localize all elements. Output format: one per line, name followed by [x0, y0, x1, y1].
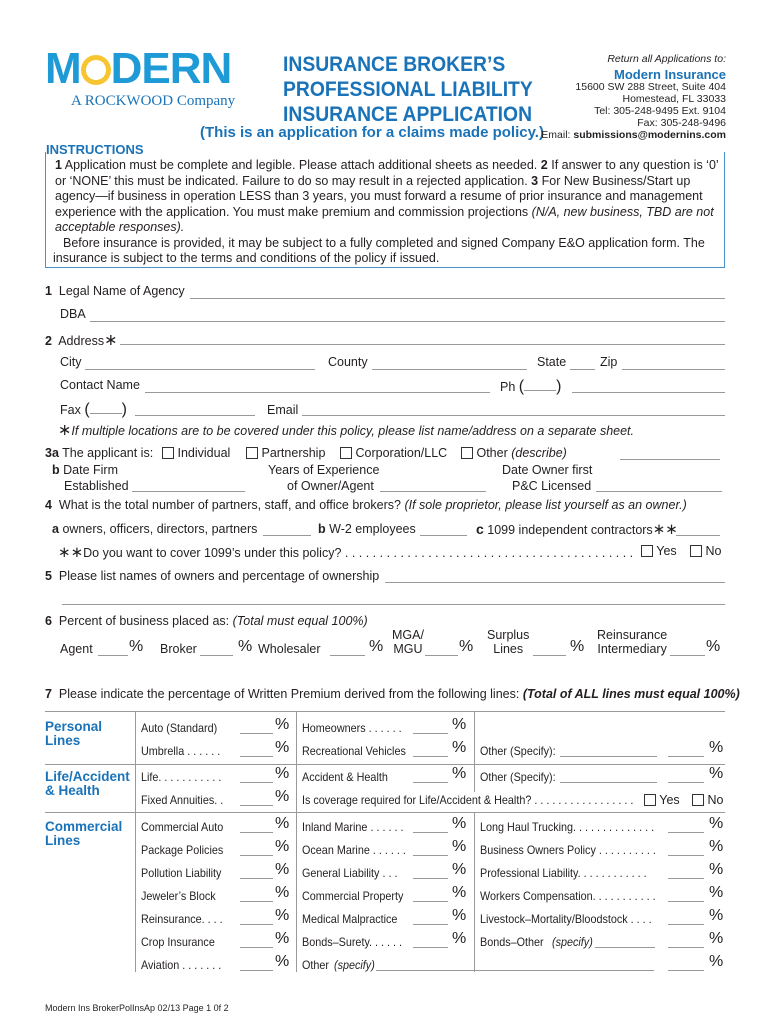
percent-sign: %	[452, 907, 467, 924]
logo-sun-icon	[81, 55, 111, 85]
other-describe-field[interactable]	[620, 459, 720, 460]
percent-sign: %	[709, 953, 724, 970]
commercial-auto-field[interactable]	[240, 832, 273, 833]
life-field[interactable]	[240, 782, 273, 783]
table-divider	[135, 712, 136, 972]
years-experience-field[interactable]	[380, 491, 486, 492]
reinsurance-field[interactable]	[240, 924, 273, 925]
broker-label: Broker	[160, 642, 197, 656]
recreational-vehicles-label: Recreational Vehicles	[302, 744, 406, 758]
reinsurance-pct-field[interactable]	[670, 655, 705, 656]
percent-sign: %	[709, 884, 724, 901]
percent-sign: %	[275, 815, 290, 832]
commercial-other-pct-field[interactable]	[668, 970, 704, 971]
medical-malpractice-field[interactable]	[413, 924, 448, 925]
city-label: City	[60, 355, 82, 369]
fixed-annuities-label: Fixed Annuities. .	[141, 793, 224, 807]
other-option[interactable]: Other (describe)	[461, 446, 567, 460]
package-policies-field[interactable]	[240, 855, 273, 856]
personal-other-specify-field[interactable]	[560, 756, 657, 757]
medical-malpractice-label: Medical Malpractice	[302, 912, 398, 926]
agency-name-field[interactable]	[190, 298, 725, 299]
applicant-type-label: The applicant is:	[62, 446, 154, 460]
form-subtitle: (This is an application for a claims made policy.)	[200, 124, 544, 141]
surplus-lines-label: Surplus Lines	[487, 628, 530, 656]
life-other-pct-field[interactable]	[668, 782, 704, 783]
w2-label: W-2 employees	[329, 522, 416, 536]
bonds-other-field[interactable]	[668, 947, 704, 948]
inland-marine-label: Inland Marine . . . . . .	[302, 820, 404, 834]
life-label: Life. . . . . . . . . . .	[141, 770, 222, 784]
w2-field[interactable]	[420, 535, 467, 536]
bonds-surety-label: Bonds–Surety. . . . . .	[302, 935, 403, 949]
life-required-no-checkbox[interactable]	[692, 794, 704, 806]
business-owners-policy-field[interactable]	[668, 855, 704, 856]
percent-sign: %	[452, 884, 467, 901]
table-border	[45, 812, 725, 813]
percent-sign: %	[709, 815, 724, 832]
life-required-yes[interactable]: Yes	[644, 793, 680, 807]
zip-label: Zip	[600, 355, 618, 369]
table-border	[45, 764, 725, 765]
package-policies-label: Package Policies	[141, 843, 224, 857]
footer: Modern Ins BrokerPolInsAp 02/13 Page 1 0f 2	[45, 1003, 229, 1013]
state-label: State	[537, 355, 567, 369]
cover-1099-no[interactable]: No	[690, 544, 721, 558]
wholesaler-label: Wholesaler	[258, 642, 321, 656]
mga-label: MGA/ MGU	[392, 628, 424, 656]
mga-pct-field[interactable]	[425, 655, 458, 656]
personal-other-label: Other (Specify):	[480, 744, 556, 758]
homeowners-field[interactable]	[413, 733, 448, 734]
business-placed-question: 6 Percent of business placed as: (Total must equal 100%)	[45, 614, 368, 628]
percent-sign: %	[452, 861, 467, 878]
email-link[interactable]: submissions@modernins.com	[573, 129, 726, 141]
personal-other-pct-field[interactable]	[668, 756, 704, 757]
zip-field[interactable]	[622, 369, 725, 370]
percent-sign: %	[275, 907, 290, 924]
owners-list-question: 5 Please list names of owners and percentage of ownership	[45, 569, 380, 583]
livestock-mortality-field[interactable]	[668, 924, 704, 925]
accident-health-label: Accident & Health	[302, 770, 388, 784]
partnership-option[interactable]: Partnership	[246, 446, 325, 460]
date-established-label: Established	[64, 479, 129, 493]
contact-name-label: Contact Name	[60, 378, 140, 392]
individual-checkbox[interactable]	[162, 447, 174, 459]
years-experience-label: of Owner/Agent	[287, 479, 374, 493]
recreational-vehicles-field[interactable]	[413, 756, 448, 757]
homeowners-label: Homeowners . . . . . .	[302, 721, 402, 735]
inland-marine-field[interactable]	[413, 832, 448, 833]
table-divider	[474, 712, 475, 764]
multiple-locations-note: ∗If multiple locations are to be covered under this policy, please list name/address on a separate sheet.	[58, 422, 634, 439]
workers-compensation-label: Workers Compensation. . . . . . . . . . .	[480, 889, 656, 903]
accident-health-field[interactable]	[413, 782, 448, 783]
percent-sign: %	[452, 930, 467, 947]
commercial-other-specify-label: (specify)	[334, 958, 375, 972]
owners-list-field-2[interactable]	[62, 604, 725, 605]
crop-insurance-field[interactable]	[240, 947, 273, 948]
percent-sign: %	[275, 930, 290, 947]
pollution-liability-label: Pollution Liability	[141, 866, 222, 880]
cover-1099-no-checkbox[interactable]	[690, 545, 702, 557]
personal-lines-heading: Personal Lines	[45, 719, 103, 748]
email-field[interactable]	[302, 415, 725, 416]
broker-pct-field[interactable]	[200, 655, 233, 656]
date-licensed-field[interactable]	[596, 491, 722, 492]
auto-standard-field[interactable]	[240, 733, 273, 734]
staff-count-question: 4 What is the total number of partners, staff, and office brokers? (If sole proprietor, please list yourself as an owner.)	[45, 498, 687, 512]
other-checkbox[interactable]	[461, 447, 473, 459]
umbrella-label: Umbrella . . . . . .	[141, 744, 221, 758]
bonds-other-specify-field[interactable]	[595, 947, 655, 948]
fax-field[interactable]	[135, 415, 255, 416]
date-licensed-label: P&C Licensed	[512, 479, 592, 493]
contractors-field[interactable]	[676, 535, 720, 536]
commercial-lines-heading: Commercial Lines	[45, 819, 123, 848]
percent-sign: %	[452, 815, 467, 832]
life-other-label: Other (Specify):	[480, 770, 556, 784]
reinsurance-label: Reinsurance Intermediary	[597, 628, 668, 656]
email-label: Email	[267, 403, 299, 417]
life-required-yes-checkbox[interactable]	[644, 794, 656, 806]
instructions-heading: INSTRUCTIONS	[46, 142, 148, 157]
corporation-option[interactable]: Corporation/LLC	[340, 446, 447, 460]
surplus-pct-field[interactable]	[533, 655, 566, 656]
percent-sign: %	[275, 861, 290, 878]
professional-liability-label: Professional Liability. . . . . . . . . . . .	[480, 866, 647, 880]
commercial-property-field[interactable]	[413, 901, 448, 902]
owners-list-field-1[interactable]	[385, 582, 725, 583]
percent-sign: %	[709, 907, 724, 924]
table-divider	[474, 764, 475, 792]
fixed-annuities-field[interactable]	[240, 805, 273, 806]
agency-name-label: Legal Name of Agency	[58, 284, 185, 298]
owners-label: owners, officers, directors, partners	[62, 522, 258, 536]
city-field[interactable]	[85, 369, 315, 370]
partnership-checkbox[interactable]	[246, 447, 258, 459]
commercial-property-label: Commercial Property	[302, 889, 404, 903]
percent-sign: %	[275, 884, 290, 901]
aviation-label: Aviation . . . . . . .	[141, 958, 222, 972]
logo: M DERN	[45, 44, 232, 93]
cover-1099-yes-checkbox[interactable]	[641, 545, 653, 557]
bonds-other-label: Bonds–Other	[480, 935, 544, 949]
form-title: INSURANCE BROKER’S PROFESSIONAL LIABILITY INSURANCE APPLICATION	[283, 53, 533, 126]
life-required-no[interactable]: No	[692, 793, 723, 807]
auto-standard-label: Auto (Standard)	[141, 721, 218, 735]
state-field[interactable]	[570, 369, 595, 370]
general-liability-field[interactable]	[413, 878, 448, 879]
cover-1099-yes[interactable]: Yes	[641, 544, 677, 558]
commercial-auto-label: Commercial Auto	[141, 820, 224, 834]
ocean-marine-label: Ocean Marine . . . . . .	[302, 843, 406, 857]
address-field[interactable]	[120, 344, 725, 345]
general-liability-label: General Liability . . .	[302, 866, 398, 880]
table-divider	[474, 812, 475, 972]
fax-label: Fax ( )	[60, 401, 127, 418]
written-premium-question: 7 Please indicate the percentage of Written Premium derived from the following lines: (Total of ALL lines must equal 100%)	[45, 687, 740, 701]
address-label: Address	[58, 334, 105, 348]
bonds-other-specify-label: (specify)	[552, 935, 593, 949]
dba-field[interactable]	[90, 321, 725, 322]
long-haul-trucking-field[interactable]	[668, 832, 704, 833]
table-border	[45, 711, 725, 712]
contact-name-field[interactable]	[145, 392, 490, 393]
umbrella-field[interactable]	[240, 756, 273, 757]
workers-compensation-field[interactable]	[668, 901, 704, 902]
jewelers-block-field[interactable]	[240, 901, 273, 902]
jewelers-block-label: Jeweler’s Block	[141, 889, 216, 903]
agent-pct-field[interactable]	[98, 655, 128, 656]
county-field[interactable]	[372, 369, 527, 370]
ocean-marine-field[interactable]	[413, 855, 448, 856]
percent-sign: %	[275, 953, 290, 970]
percent-sign: %	[452, 838, 467, 855]
percent-sign: %	[275, 838, 290, 855]
commercial-other-label: Other	[302, 958, 330, 972]
livestock-mortality-label: Livestock–Mortality/Bloodstock . . . .	[480, 912, 652, 926]
corporation-checkbox[interactable]	[340, 447, 352, 459]
contractors-label: 1099 independent contractors	[487, 523, 653, 537]
return-address: Return all Applications to: Modern Insurance 15600 SW 288 Street, Suite 404 Homestead, FL 33033 Tel: 305-248-9495 Ext. 9104 Fax: 305-248-9496 Email: submissions@modernins.com	[541, 53, 726, 141]
agent-label: Agent	[60, 642, 93, 656]
life-coverage-required-question: Is coverage required for Life/Accident & Health? . . . . . . . . . . . . . . . . .	[302, 793, 634, 807]
owners-field[interactable]	[263, 535, 311, 536]
table-divider	[296, 712, 297, 972]
phone-field[interactable]	[572, 392, 725, 393]
phone-label: Ph ( )	[500, 378, 562, 395]
cover-1099-question: ∗∗Do you want to cover 1099’s under this policy? . . . . . . . . . . . . . . . . . . . . . . . . . . . . . . . . . . . . . . . . . .	[58, 544, 634, 561]
wholesaler-pct-field[interactable]	[330, 655, 365, 656]
percent-sign: %	[709, 930, 724, 947]
percent-sign: %	[709, 838, 724, 855]
date-established-field[interactable]	[132, 491, 245, 492]
dba-label: DBA	[60, 307, 86, 321]
individual-option[interactable]: Individual	[162, 446, 230, 460]
commercial-other-specify-field[interactable]	[376, 970, 654, 971]
county-label: County	[328, 355, 368, 369]
life-other-specify-field[interactable]	[560, 782, 657, 783]
long-haul-trucking-label: Long Haul Trucking. . . . . . . . . . . . . .	[480, 820, 655, 834]
life-health-heading: Life/Accident & Health	[45, 769, 130, 798]
crop-insurance-label: Crop Insurance	[141, 935, 215, 949]
instructions-text: 1 Application must be complete and legible. Please attach additional sheets as needed. 2 If answer to any question is ‘0’ or ‘NONE’ this must be indicated. Failure to do so may result in a rejected application. 3 For New Business/Start up agency—if business in operation LESS than 3 years, you must forward a resume of prior insurance and management experience with the application. You must make premium and commission projections (N/A, new business, TBD are not acceptable responses). Before insurance is provided, it may be subject to a fully completed and signed Company E&O application form. The insurance is subject to the terms and conditions of the policy if issued.	[53, 158, 719, 265]
business-owners-policy-label: Business Owners Policy . . . . . . . . . .	[480, 843, 656, 857]
professional-liability-field[interactable]	[668, 878, 704, 879]
logo-subtitle: A ROCKWOOD Company	[71, 93, 236, 109]
percent-sign: %	[709, 861, 724, 878]
aviation-field[interactable]	[240, 970, 273, 971]
bonds-surety-field[interactable]	[413, 947, 448, 948]
pollution-liability-field[interactable]	[240, 878, 273, 879]
reinsurance-label: Reinsurance. . . .	[141, 912, 223, 926]
